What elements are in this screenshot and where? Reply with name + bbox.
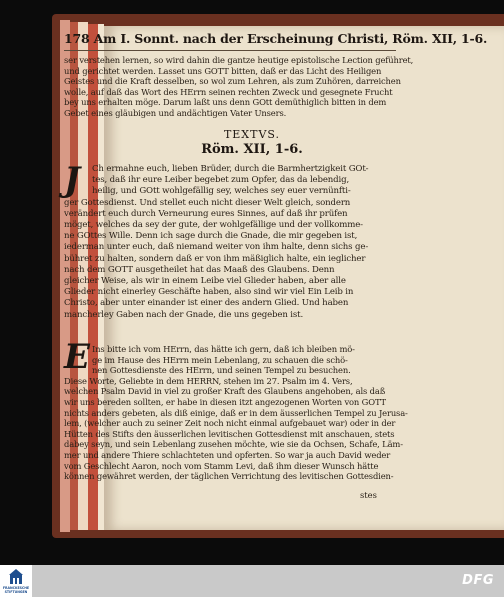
- text-line: ne GOttes Wille. Denn ich sage durch die Gnade, die mir gegeben ist,: [64, 231, 358, 242]
- text-line: Ins bitte ich vom HErrn, das hätte ich gern, daß ich bleiben mö-: [92, 344, 355, 354]
- viewer-footer: [0, 565, 504, 597]
- header-rule: [64, 50, 396, 51]
- text-line: tes, daß ihr eure Leiber begebet zum Opfer, das da lebendig,: [92, 175, 350, 186]
- text-line: Christo, aber unter einander ist einer des andern Glied. Und haben: [64, 298, 349, 309]
- text-line: und gerichtet werden. Lasset uns GOTT bitten, daß er das Licht des Heiligen: [64, 65, 382, 76]
- scripture-reference: Röm. XII, 1-6.: [201, 142, 303, 157]
- text-line: können gewähret werden, der täglichen Verrichtung des levitischen Gottesdien-: [64, 471, 394, 482]
- text-line: iederman unter euch, daß niemand weiter von ihm halte, denn sichs ge-: [64, 242, 369, 253]
- dfg-logo[interactable]: DFG: [462, 573, 494, 588]
- text-line: wir uns bereden sollten, er habe in diesen itzt angezogenen Worten von GOTT: [64, 396, 386, 407]
- drop-capital: J: [64, 160, 81, 200]
- text-line: lem, (welcher auch zu seiner Zeit noch nicht einmal aufgebauet war) oder in der: [64, 418, 396, 429]
- text-line: nach dem GOTT ausgetheilet hat das Maaß des Glaubens. Denn: [64, 264, 335, 275]
- text-line: ger Gottesdienst. Und stellet euch nicht dieser Welt gleich, sondern: [64, 197, 351, 208]
- text-line: Hütten des Stifts den äusserlichen levitischen Gottesdienst mit anschauen, stets: [64, 428, 395, 439]
- text-line: Gebet eines gläubigen und andächtigen Vater Unsers.: [64, 107, 287, 118]
- commentary-paragraph: [64, 344, 408, 482]
- text-line: dabey seyn, und sein Lebenlang zusehen möchte, wie sie da Ochsen, Schafe, Läm-: [64, 439, 403, 450]
- intro-paragraph: [64, 55, 414, 119]
- scripture-passage: [64, 160, 396, 321]
- text-line: bühret zu halten, sondern daß er von ihm mäßiglich halte, ein ieglicher: [64, 253, 366, 264]
- running-header: 178 Am I. Sonnt. nach der Erscheinung Christi, Röm. XII, 1-6.: [64, 31, 488, 46]
- text-line: verändert euch durch Verneurung eures Sinnes, auf daß ihr prüfen: [64, 208, 348, 219]
- text-line: ge im Hause des HErrn mein Lebenlang, zu schauen die schö-: [92, 354, 348, 365]
- catchword: stes: [360, 490, 377, 500]
- text-line: Ch ermahne euch, lieben Brüder, durch die Barmhertzigkeit GOt-: [92, 164, 369, 174]
- text-line: nichts anders gebeten, als diß einige, daß er in dem äusserlichen Tempel zu Jerusa-: [64, 407, 408, 418]
- text-line: welchen Psalm David in viel zu großer Kraft des Glaubens angehoben, als daß: [64, 386, 386, 397]
- building-icon: [7, 568, 25, 586]
- franckesche-stiftungen-logo[interactable]: [0, 565, 32, 597]
- text-line: mer und andere Thiere schlachteten und opferten. So war ja auch David weder: [64, 449, 391, 460]
- text-line: ser verstehen lernen, so wird dahin die gantze heutige epistolische Lection geführet,: [64, 55, 414, 65]
- text-line: Glieder nicht einerley Geschäfte haben, also sind wir viel Ein Leib in: [64, 287, 354, 298]
- logo-caption: FRANCKESCHE STIFTUNGEN: [2, 586, 30, 594]
- text-line: gleicher Weise, als wir in einem Leibe viel Glieder haben, aber alle: [64, 276, 346, 287]
- textus-heading: TEXTVS.: [223, 128, 281, 141]
- text-line: nen Gottesdienste des HErrn, und seinen Tempel zu besuchen.: [92, 365, 351, 376]
- text-line: möget, welches da sey der gute, der wohlgefällige und der vollkomme-: [64, 220, 363, 231]
- text-line: heilig, und GOtt wohlgefällig sey, welches sey euer vernünfti-: [92, 186, 351, 197]
- text-line: mancherley Gaben nach der Gnade, die uns gegeben ist.: [64, 309, 304, 320]
- text-line: bey uns erhalten möge. Darum laßt uns denn GOtt demüthiglich bitten in dem: [64, 97, 387, 108]
- text-line: Geistes und die Kraft desselben, so wol zum Lehren, als zum Zuhören, darreichen: [64, 76, 401, 87]
- text-line: Diese Worte, Geliebte in dem HERRN, stehen im 27. Psalm im 4. Vers,: [64, 375, 353, 386]
- text-line: wolle, auf daß das Wort des HErrn seinen rechten Zweck und gesegnete Frucht: [64, 86, 393, 97]
- drop-capital: E: [64, 337, 90, 377]
- text-line: vom Geschlecht Aaron, noch vom Stamm Levi, daß ihm dieser Wunsch hätte: [64, 460, 379, 471]
